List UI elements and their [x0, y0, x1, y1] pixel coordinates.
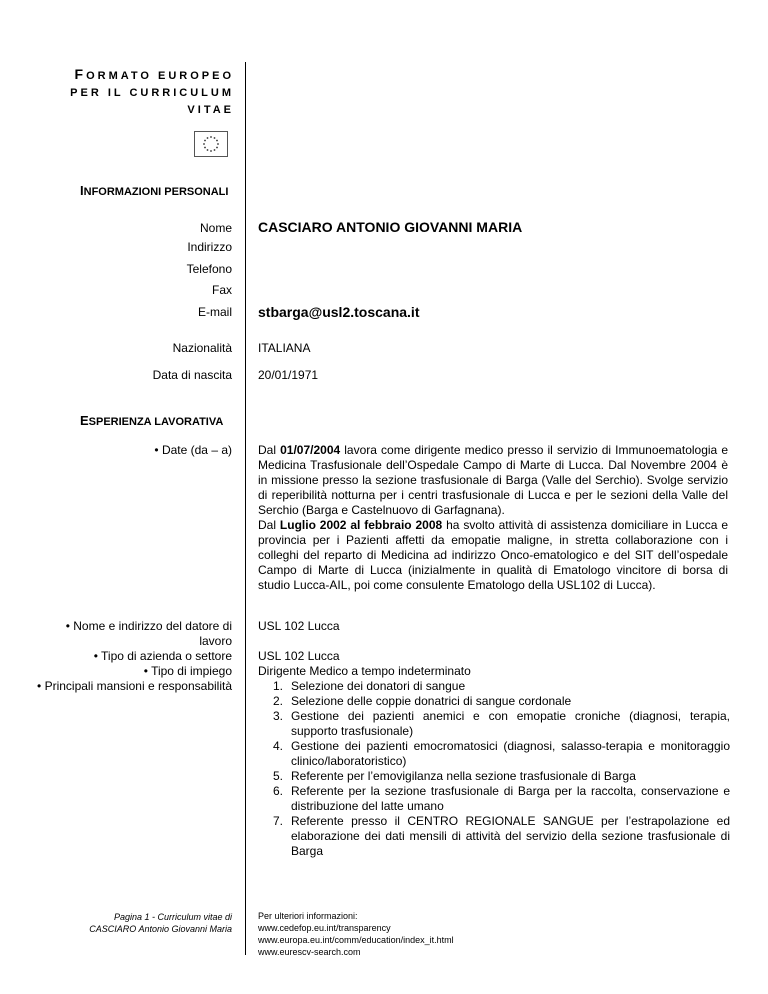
value-sector: USL 102 Lucca	[258, 649, 340, 663]
list-item: 3. Gestione dei pazienti anemici e con emopatie croniche (diagnosi, terapia, supporto trasfusionale)	[272, 709, 730, 738]
label-fax: Fax	[211, 283, 232, 297]
experience-description	[258, 443, 728, 593]
list-item: 5. Referente per l’emovigilanza nella sezione trasfusionale di Barga	[272, 769, 636, 783]
label-telefono: Telefono	[186, 262, 232, 276]
list-item: 4. Gestione dei pazienti emocromatosici (diagnosi, salasso-terapia e monitoraggio clinico/laboratoristico)	[272, 739, 730, 768]
eu-flag-logo	[194, 131, 228, 157]
value-nazionalita: ITALIANA	[258, 341, 311, 355]
column-divider	[245, 62, 246, 955]
link-eurescv[interactable]: www.eurescv-search.com	[258, 947, 361, 957]
experience-paragraph-1: Dal 01/07/2004 lavora come dirigente medico presso il servizio di Immunoematologia e Medicina Trasfusionale dell’Ospedale Campo di Marte di Lucca. Dal Novembre 2004 è in missione presso la sezione trasfusionale di Barga (Valle del Serchio). Svolge servizio di reperibilità notturna per i centri trasfusionale di Lucca e per le sezioni della Valle del Serchio (Barga e Castelnuovo di Garfagnana).	[258, 443, 728, 517]
experience-paragraph-2: Dal Luglio 2002 al febbraio 2008 ha svolto attività di assistenza domiciliare in Lucca e provincia per i Pazienti affetti da emopatie maligne, in stretta collaborazione con i colleghi del reparto di Medicina ad indirizzo Onco-ematologico e del SIT dell’ospedale Campo di Marte di Lucca (inizialmente in qualità di Ematologo vincitore di borsa di studio Lucca-AIL, poi come consulente Ematologo della USL102 di Lucca).	[258, 518, 729, 592]
duties-list	[258, 679, 730, 859]
list-item: 6. Referente per la sezione trasfusionale di Barga per la raccolta, conservazione e distribuzione del latte umano	[272, 784, 730, 813]
label-nome: Nome	[199, 221, 232, 235]
list-item: 2. Selezione delle coppie donatrici di sangue cordonale	[272, 694, 572, 708]
header-initial: F	[74, 66, 87, 82]
employment-labels	[37, 619, 232, 694]
label-job-type: • Tipo di impiego	[143, 664, 232, 678]
label-email: E-mail	[197, 305, 232, 319]
page-footer-left: Pagina 1 - Curriculum vitae di CASCIARO Antonio Giovanni Maria	[89, 912, 232, 934]
label-employer-cont: lavoro	[199, 634, 232, 648]
label-employer: • Nome e indirizzo del datore di	[65, 619, 232, 633]
link-europa[interactable]: www.europa.eu.int/comm/education/index_it.html	[258, 935, 454, 945]
value-nome: CASCIARO ANTONIO GIOVANNI MARIA	[258, 219, 523, 235]
label-sector: • Tipo di azienda o settore	[93, 649, 232, 663]
value-job-type: Dirigente Medico a tempo indeterminato	[258, 664, 471, 678]
value-employer: USL 102 Lucca	[258, 619, 340, 633]
label-nazionalita: Nazionalità	[172, 341, 232, 355]
link-cedefop[interactable]: www.cedefop.eu.int/transparency	[258, 923, 391, 933]
document-header	[70, 66, 234, 119]
page-footer-right: Per ulteriori informazioni: www.cedefop.eu.int/transparency www.europa.eu.int/comm/education/index_it.html www.eurescv-search.com	[258, 911, 454, 957]
label-duties: • Principali mansioni e responsabilità	[37, 679, 232, 693]
label-indirizzo: Indirizzo	[187, 240, 232, 254]
section-title-personal: INFORMAZIONI PERSONALI	[80, 183, 229, 198]
value-data-nascita: 20/01/1971	[258, 368, 319, 382]
header-line-2: PER IL CURRICULUM	[70, 87, 234, 99]
value-email: stbarga@usl2.toscana.it	[258, 304, 420, 320]
header-line-1: ORMATO EUROPEO	[86, 70, 234, 82]
label-date: • Date (da – a)	[154, 443, 232, 457]
header-line-3: VITAE	[187, 104, 234, 116]
label-data-nascita: Data di nascita	[152, 368, 232, 382]
section-title-experience: ESPERIENZA LAVORATIVA	[80, 413, 224, 428]
list-item: 7. Referente presso il CENTRO REGIONALE SANGUE per l’estrapolazione ed elaborazione dei dati mensili di attività del servizio della sezione trasfusionale di Barga	[272, 814, 730, 858]
list-item: 1. Selezione dei donatori di sangue	[272, 679, 466, 693]
